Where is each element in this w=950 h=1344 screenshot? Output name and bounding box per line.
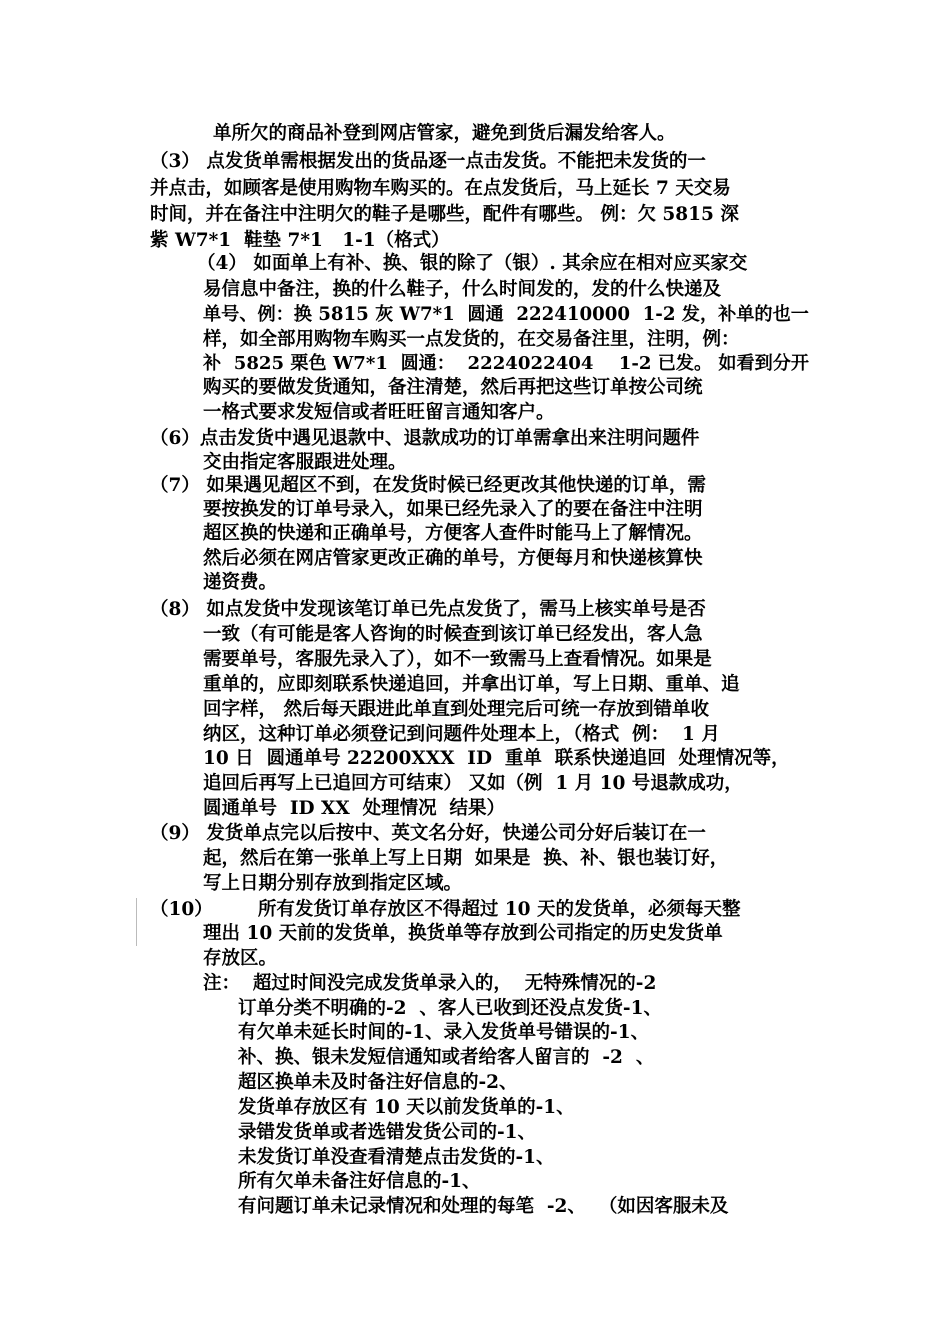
text-line: 时间，并在备注中注明欠的鞋子是哪些，配件有哪些。 例：欠 5815 深 [150, 204, 739, 225]
text-line: 需要单号，客服先录入了），如不一致需马上查看情况。如果是 [203, 649, 712, 670]
text-line: 10 日 圆通单号 22200XXX ID 重单 联系快递追回 处理情况等， [203, 748, 790, 769]
text-line: 有问题订单未记录情况和处理的每笔 -2、 （如因客服未及 [238, 1196, 729, 1217]
text-line: 购买的要做发货通知，备注清楚，然后再把这些订单按公司统 [203, 377, 703, 398]
text-line: 写上日期分别存放到指定区域。 [203, 873, 463, 894]
text-line: 订单分类不明确的-2 、客人已收到还没点发货-1、 [238, 998, 662, 1019]
text-line: 存放区。 [203, 948, 278, 969]
text-line: （10） 所有发货订单存放区不得超过 10 天的发货单，必须每天整 [150, 899, 741, 920]
text-line: 并点击，如顾客是使用购物车购买的。在点发货后，马上延长 7 天交易 [150, 178, 731, 199]
text-line: 录错发货单或者选错发货公司的-1、 [238, 1122, 537, 1143]
text-line: 样，如全部用购物车购买一点发货的，在交易备注里，注明，例： [203, 329, 740, 350]
text-line: 注： 超过时间没完成发货单录入的， 无特殊情况的-2 [203, 973, 657, 994]
text-line: 一格式要求发短信或者旺旺留言通知客户。 [203, 402, 555, 423]
text-line: （7） 如果遇见超区不到，在发货时候已经更改其他快递的订单，需 [150, 475, 706, 496]
text-line: （4） 如面单上有补、换、银的除了（银）. 其余应在相对应买家交 [197, 253, 748, 274]
text-line: 有欠单未延长时间的-1、录入发货单号错误的-1、 [238, 1022, 650, 1043]
text-line: （3） 点发货单需根据发出的货品逐一点击发货。不能把未发货的一 [150, 151, 706, 172]
margin-mark [136, 898, 137, 946]
text-line: （9） 发货单点完以后按中、英文名分好，快递公司分好后装订在一 [150, 823, 706, 844]
text-line: 超区换的快递和正确单号，方便客人查件时能马上了解情况。 [203, 523, 703, 544]
text-line: 回字样， 然后每天跟进此单直到处理完后可统一存放到错单收 [203, 699, 709, 720]
text-line: 重单的，应即刻联系快递追回，并拿出订单，写上日期、重单、追 [203, 674, 740, 695]
text-line: 超区换单未及时备注好信息的-2、 [238, 1072, 518, 1093]
text-line: 未发货订单没查看清楚点击发货的-1、 [238, 1147, 555, 1168]
text-line: 单所欠的商品补登到网店管家，避免到货后漏发给客人。 [213, 123, 676, 144]
text-line: 单号、例：换 5815 灰 W7*1 圆通 222410000 1-2 发，补单的也一 [203, 304, 809, 325]
text-line: 要按换发的订单号录入，如果已经先录入了的要在备注中注明 [203, 499, 703, 520]
text-line: 理出 10 天前的发货单，换货单等存放到公司指定的历史发货单 [203, 923, 723, 944]
text-line: 圆通单号 ID XX 处理情况 结果） [203, 798, 505, 819]
text-line: 递资费。 [203, 572, 278, 593]
text-line: （6）点击发货中遇见退款中、退款成功的订单需拿出来注明问题件 [150, 428, 700, 449]
text-line: 发货单存放区有 10 天以前发货单的-1、 [238, 1097, 575, 1118]
text-line: 交由指定客服跟进处理。 [203, 452, 407, 473]
text-line: 所有欠单未备注好信息的-1、 [238, 1171, 481, 1192]
text-line: 一致（有可能是客人咨询的时候查到该订单已经发出，客人急 [203, 624, 703, 645]
text-line: 补、换、银未发短信通知或者给客人留言的 -2 、 [238, 1047, 655, 1068]
text-line: 纳区，这种订单必须登记到问题件处理本上，（格式 例： 1 月 [203, 724, 720, 745]
text-line: 起，然后在第一张单上写上日期 如果是 换、补、银也装订好， [203, 848, 729, 869]
text-line: 追回后再写上已追回方可结束） 又如（例 1 月 10 号退款成功， [203, 773, 743, 794]
text-line: 易信息中备注，换的什么鞋子，什么时间发的，发的什么快递及 [203, 279, 722, 300]
text-line: （8） 如点发货中发现该笔订单已先点发货了，需马上核实单号是否 [150, 599, 706, 620]
text-line: 补 5825 栗色 W7*1 圆通： 2224022404 1-2 已发。 如看到分开 [203, 353, 809, 374]
text-line: 紫 W7*1 鞋垫 7*1 1-1（格式） [150, 230, 450, 251]
text-line: 然后必须在网店管家更改正确的单号，方便每月和快递核算快 [203, 548, 703, 569]
